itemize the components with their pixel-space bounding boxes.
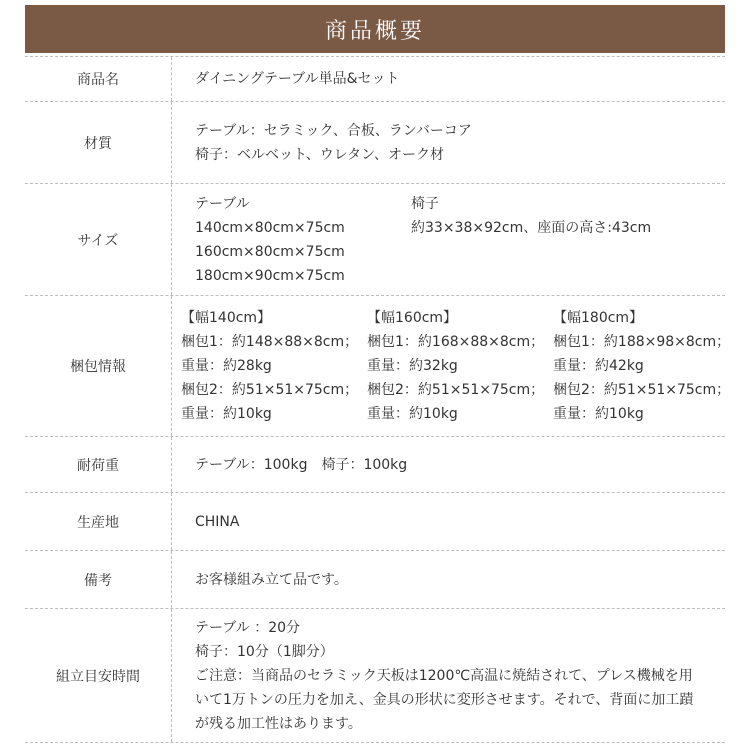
column-divider xyxy=(171,102,172,183)
spec-table xyxy=(25,56,731,743)
packaging-line: 重量：約28kg xyxy=(181,358,272,374)
column-divider xyxy=(171,493,172,550)
size-chair-column xyxy=(411,192,651,288)
packaging-column-140 xyxy=(181,306,367,426)
section-header xyxy=(25,5,725,53)
packaging-title: 【幅140cm】 xyxy=(181,310,272,326)
row-value xyxy=(171,102,725,183)
row-remarks xyxy=(25,551,725,609)
packaging-line: 重量：約10kg xyxy=(181,406,272,422)
size-chair-title: 椅子 xyxy=(411,195,439,212)
load-capacity-text: テーブル：100kg 椅子：100kg xyxy=(195,456,408,473)
packaging-line: 重量：約32kg xyxy=(367,358,458,374)
row-value xyxy=(171,57,725,101)
row-label: 材質 xyxy=(84,135,112,152)
packaging-line: 梱包2：約51×51×75cm； xyxy=(367,382,545,398)
packaging-line: 梱包1：約188×98×8cm； xyxy=(553,334,731,350)
packaging-line: 梱包1：約148×88×8cm； xyxy=(181,334,359,350)
row-label: 耐荷重 xyxy=(77,457,119,474)
packaging-line: 梱包2：約51×51×75cm； xyxy=(181,382,359,398)
column-divider xyxy=(171,609,172,742)
row-origin xyxy=(25,493,725,551)
row-assembly-time xyxy=(25,609,725,743)
row-material xyxy=(25,102,725,184)
assembly-note: ご注意：当商品のセラミック天板は1200℃高温に焼結されて、プレス機械を用いて1万トンの圧力を加え、金具の形状に変形させます。それで、背面に加工蹟が残る加工性はあります。 xyxy=(195,667,694,732)
assembly-chair-time: 椅子：10分（1脚分） xyxy=(195,643,334,660)
row-value xyxy=(171,296,730,436)
column-divider xyxy=(171,57,172,101)
row-value xyxy=(171,609,725,742)
row-label: 組立目安時間 xyxy=(56,668,140,685)
material-table-text: テーブル：セラミック、合板、ランバーコア xyxy=(195,122,472,139)
packaging-line: 梱包2：約51×51×75cm； xyxy=(553,382,731,398)
size-table-title: テーブル xyxy=(195,195,250,212)
material-chair-text: 椅子：ベルベット、ウレタン、オーク材 xyxy=(195,146,445,163)
row-label: 梱包情報 xyxy=(70,359,126,375)
row-value xyxy=(171,184,725,295)
assembly-table-time: テーブル ：20分 xyxy=(195,619,301,636)
product-name-text: ダイニングテーブル単品&セット xyxy=(195,71,400,87)
size-table-line: 160cm×80cm×75cm xyxy=(195,243,345,260)
packaging-column-180 xyxy=(553,306,730,426)
row-value xyxy=(171,493,725,550)
packaging-line: 重量：約42kg xyxy=(553,358,644,374)
row-value xyxy=(171,551,725,608)
size-table-line: 140cm×80cm×75cm xyxy=(195,219,345,236)
section-title: 商品概要 xyxy=(324,18,425,44)
origin-text: CHINA xyxy=(195,513,240,530)
size-table-column xyxy=(195,192,411,288)
column-divider xyxy=(171,184,172,295)
row-label: 生産地 xyxy=(77,514,119,531)
packaging-title: 【幅180cm】 xyxy=(553,310,644,326)
column-divider xyxy=(171,551,172,608)
row-size xyxy=(25,184,725,296)
packaging-line: 重量：約10kg xyxy=(367,406,458,422)
row-label: 商品名 xyxy=(77,72,119,88)
row-load-capacity xyxy=(25,437,725,493)
column-divider xyxy=(171,437,172,492)
packaging-title: 【幅160cm】 xyxy=(367,310,458,326)
size-chair-line: 約33×38×92cm、座面の高さ:43cm xyxy=(411,219,652,236)
packaging-line: 重量：約10kg xyxy=(553,406,644,422)
row-label: 備考 xyxy=(84,572,112,589)
packaging-column-160 xyxy=(367,306,553,426)
row-packaging xyxy=(25,296,731,437)
column-divider xyxy=(171,296,172,436)
row-label: サイズ xyxy=(77,232,119,249)
size-table-line: 180cm×90cm×75cm xyxy=(195,267,345,284)
packaging-line: 梱包1：約168×88×8cm； xyxy=(367,334,545,350)
row-product-name xyxy=(25,56,725,102)
row-value xyxy=(171,437,725,492)
remarks-text: お客様組み立て品です。 xyxy=(195,571,348,588)
